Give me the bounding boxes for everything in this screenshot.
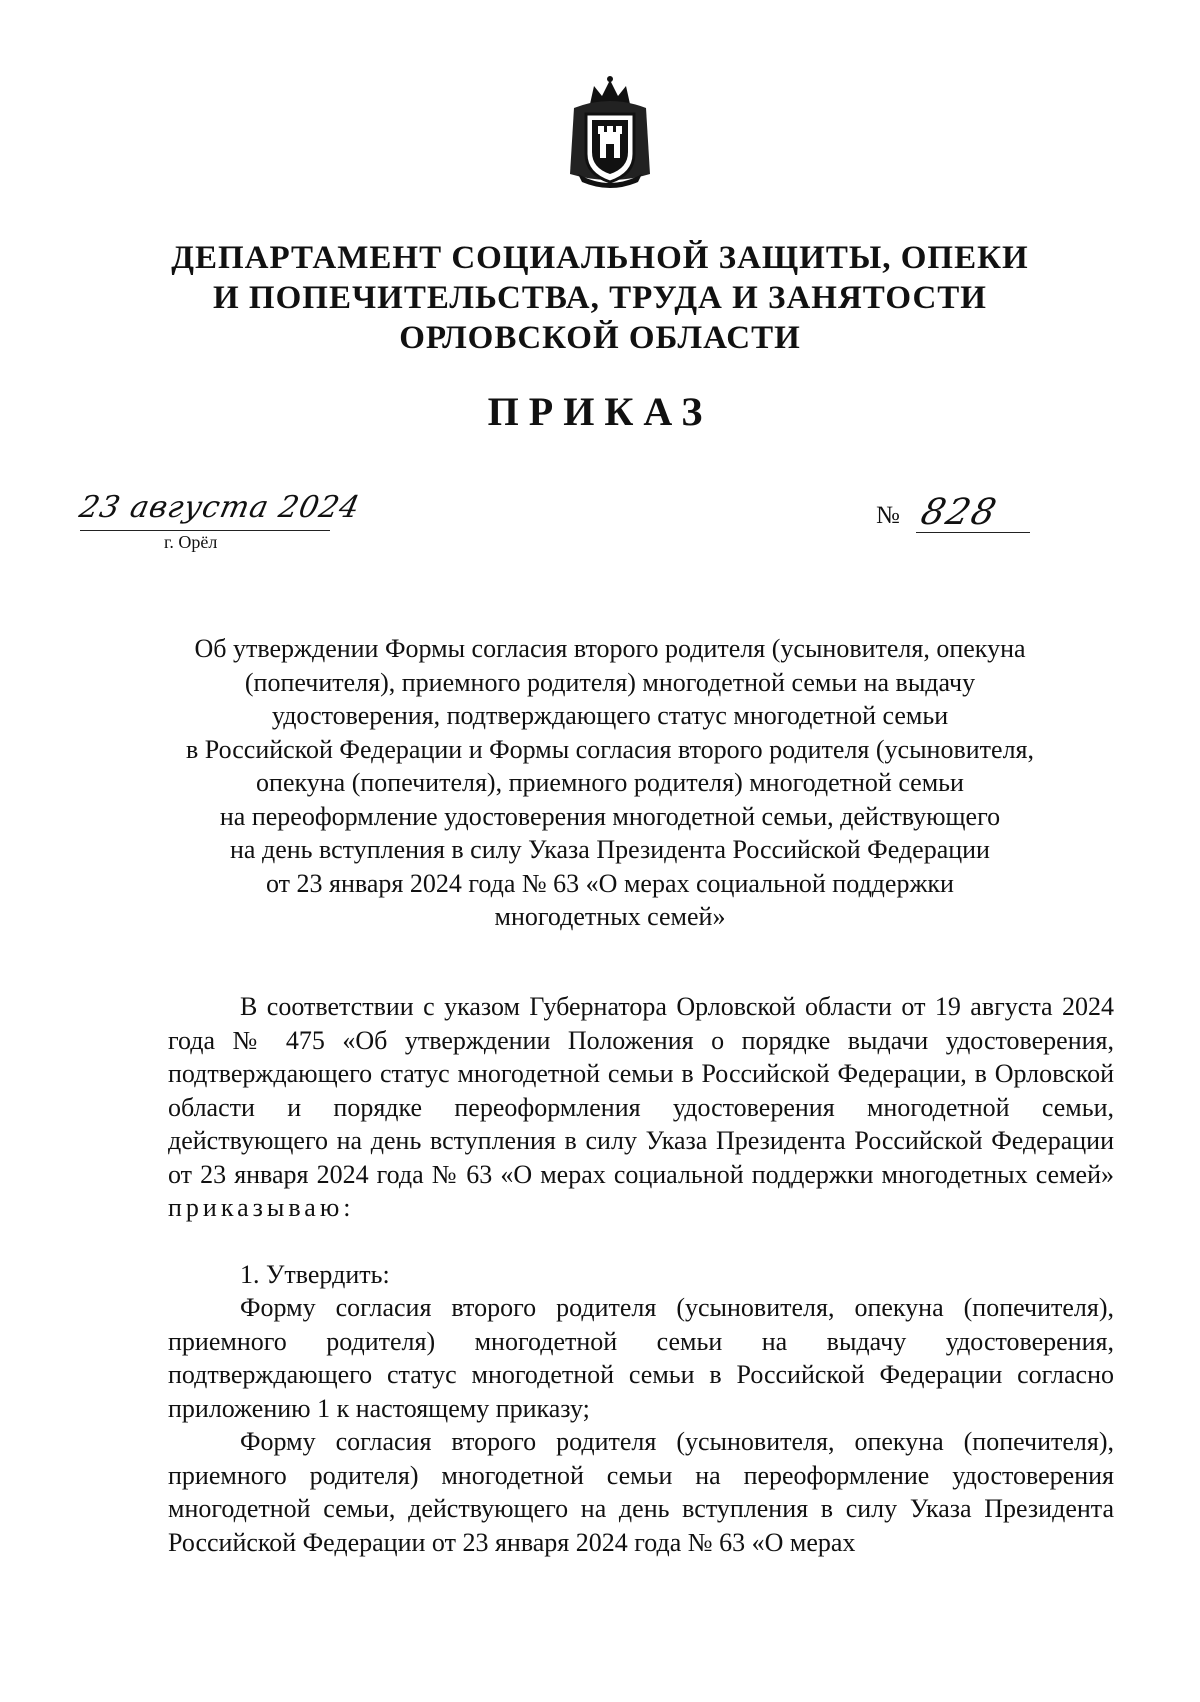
department-name (100, 238, 1100, 358)
coat-of-arms-icon (560, 74, 660, 192)
department-line: И ПОПЕЧИТЕЛЬСТВА, ТРУДА И ЗАНЯТОСТИ (213, 280, 987, 316)
preamble-paragraph (168, 990, 1114, 1225)
subject-line: в Российской Федерации и Формы согласия второго родителя (усыновителя, (186, 734, 1034, 764)
date-underline (80, 530, 330, 531)
number-underline (916, 532, 1030, 533)
city-label: г. Орёл (164, 532, 218, 552)
subject-line: многодетных семей» (494, 902, 726, 931)
item-1-form-2: Форму согласия второго родителя (усыновителя, опекуна (попечителя), приемного родителя) многодетной семьи на переоформление удостоверения многодетной семьи, действующего на день вступления в силу Указа Президента Российской Федерации от 23 января 2024 года № 63 «О мерах (168, 1427, 1114, 1557)
subject-line: опекуна (попечителя), приемного родителя) многодетной семьи (256, 768, 964, 797)
document-type-title: ПРИКАЗ (487, 389, 713, 434)
department-line: ДЕПАРТАМЕНТ СОЦИАЛЬНОЙ ЗАЩИТЫ, ОПЕКИ (171, 240, 1029, 276)
paragraph-gap (168, 1225, 1114, 1258)
item-1-title: 1. Утвердить: (240, 1259, 390, 1289)
date-block (76, 490, 380, 560)
order-word: приказываю: (168, 1193, 355, 1222)
order-subject (130, 632, 1090, 934)
subject-line: на день вступления в силу Указа Президента Российской Федерации (230, 835, 990, 864)
preamble-text: В соответствии с указом Губернатора Орловской области от 19 августа 2024 года № 475 «Об утверждении Положения о порядке выдачи удостоверения, подтверждающего статус многодетной семьи в Российской Федерации, в Орловской области и порядке переоформления удостоверения многодетной семьи, действующего на день вступления в силу Указа Президента Российской Федерации от 23 января 2024 года № 63 «О мерах социальной поддержки многодетных семей» (168, 992, 1114, 1189)
department-line: ОРЛОВСКОЙ ОБЛАСТИ (399, 320, 801, 356)
handwritten-date: 23 августа 2024 (76, 490, 364, 525)
number-sign: № (876, 502, 900, 529)
order-number-block (876, 492, 1036, 546)
item-1-form-1: Форму согласия второго родителя (усыновителя, опекуна (попечителя), приемного родителя) многодетной семьи на выдачу удостоверения, подтверждающего статус многодетной семьи в Российской Федерации согласно приложению 1 к настоящему приказу; (168, 1293, 1114, 1423)
subject-line: от 23 января 2024 года № 63 «О мерах социальной поддержки (266, 868, 954, 898)
subject-line: Об утверждении Формы согласия второго родителя (усыновителя, опекуна (194, 634, 1026, 663)
subject-line: (попечителя), приемного родителя) многодетной семьи на выдачу (244, 667, 976, 697)
subject-line: на переоформление удостоверения многодетной семьи, действующего (219, 801, 1001, 831)
handwritten-order-number: 828 (916, 492, 1002, 533)
subject-line: удостоверения, подтверждающего статус многодетной семьи (271, 701, 949, 730)
order-body (168, 990, 1114, 1559)
